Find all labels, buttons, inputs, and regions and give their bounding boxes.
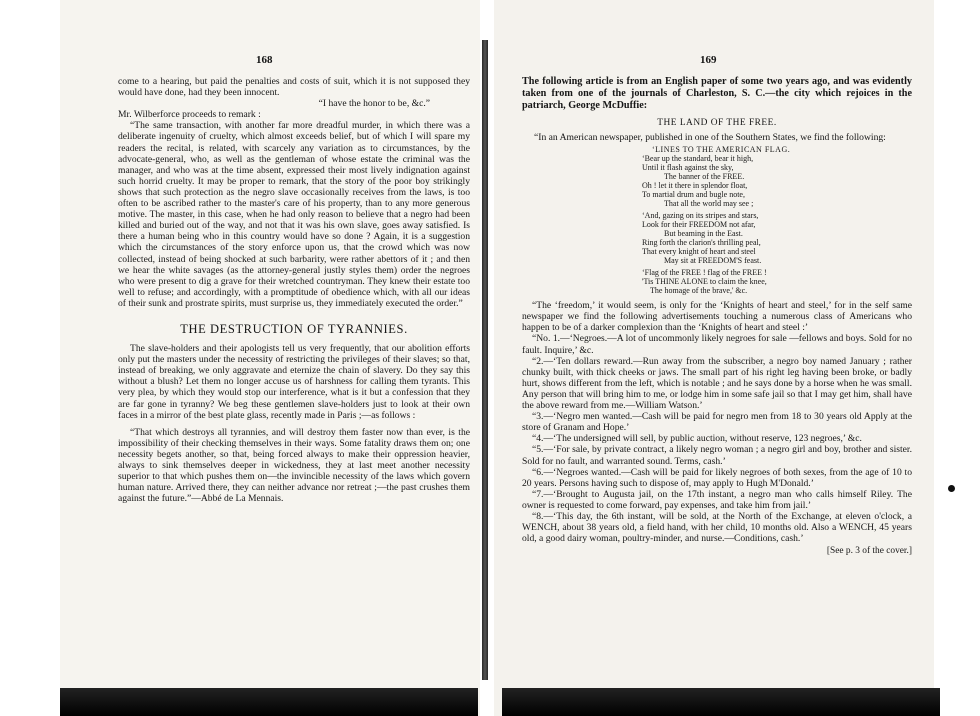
poem xyxy=(642,145,912,295)
advertisement: “4.—‘The undersigned will sell, by public auction, without reserve, 123 negroes,’ &c. xyxy=(532,433,862,445)
poem-line: That all the world may see ; xyxy=(664,199,754,209)
left-column xyxy=(118,76,470,504)
page-number-left: 168 xyxy=(256,54,273,66)
scan-mark xyxy=(948,485,955,492)
poem-line: Ring forth the clarion's thrilling peal, xyxy=(642,238,761,248)
poem-line: That every knight of heart and steel xyxy=(642,247,756,257)
poem-line: May sit at FREEDOM'S feast. xyxy=(664,256,762,266)
poem-stanza xyxy=(642,268,912,295)
advertisement: “8.—‘This day, the 6th instant, will be sold, at the North of the Exchange, at eleven o'clock, a WENCH, about 38 years old, a field hand, with her child, 10 months old. Also a WENCH, 45 years old, a good dairy woman, poultry-minder, and nurse.—Conditions, cash.’ xyxy=(522,510,912,545)
paragraph: “The same transaction, with another far more dreadful murder, in which there was a deliberate ingenuity of cruelty, which almost exceeds belief, but of which I will spare my readers the recital, is related, with scarcely any variation as to circumstances, by the advocate-general, who, as well as the gentleman of whose estate the criminal was the manager, and who was at the time absent, expressed their most lively indignation against such horrid cruelty. It may be proper to remark, that the story of the poor boy strikingly shows that such protection as the negro slave occasionally receives from the laws, is too often to be ascribed rather to the master's care of his property, than to any more generous motive. The master, in this case, when he had only reason to believe that a negro had been killed and buried out of the way, and not that it was his own slave, goes away satisfied. Is there a human being who in this country would have so done ? Again, it is a suggestion which the circumstances of the story enforce upon us, that the crowd which was now collected, instead of being shocked at such barbarity, were rather abettors of it ; and then we hear the white savages (as the attorney-general justly styles them) order the negroes who were present to dig a grave for their wretched countryman. They knew their estate too well to refuse; and accordingly, with a promptitude of obedience which, with all our ideas of their sunk and prostrate spirits, must surprise us, they immediately executed the order.” xyxy=(118,120,470,309)
advertisement: “7.—‘Brought to Augusta jail, on the 17th instant, a negro man who calls himself Riley. The owner is requested to come forward, pay expenses, and take him from jail.’ xyxy=(522,488,912,511)
poem-line: ‘Flag of the FREE ! flag of the FREE ! xyxy=(642,268,767,278)
poem-line: But beaming in the East. xyxy=(664,229,743,239)
advertisement: “6.—‘Negroes wanted.—Cash will be paid for likely negroes of both sexes, from the age of 10 to 20 years. Persons having such to dispose of, may apply to Hugh M'Donald.’ xyxy=(522,466,912,489)
poem-stanza xyxy=(642,154,912,208)
page-number-right: 169 xyxy=(700,54,717,66)
paragraph: “The ‘freedom,’ it would seem, is only for the ‘Knights of heart and steel,’ for in the self same newspaper we find the following advertisements touching a numerous class of Americans who happen to be of a darker complexion than the ‘Knights of heart and steel :’ xyxy=(522,300,912,334)
advertisement: “5.—‘For sale, by private contract, a likely negro woman ; a negro girl and boy, brother and sister. Sold for no fault, and warranted sound. Terms, cash.’ xyxy=(522,444,912,467)
poem-line: Until it flash against the sky, xyxy=(642,163,734,173)
section-heading: THE DESTRUCTION OF TYRANNIES. xyxy=(180,321,408,336)
section-heading: THE LAND OF THE FREE. xyxy=(657,118,777,128)
poem-line: To martial drum and bugle note, xyxy=(642,190,745,200)
scan-edge-left xyxy=(60,688,478,716)
paragraph: Mr. Wilberforce proceeds to remark : xyxy=(118,109,261,121)
advertisements xyxy=(522,300,912,544)
poem-line: ‘Bear up the standard, bear it high, xyxy=(642,154,754,164)
poem-line: 'Tis THINE ALONE to claim the knee, xyxy=(642,277,767,287)
paragraph: The slave-holders and their apologists tell us very frequently, that our abolition efforts only put the masters under the necessity of restricting the privileges of their slaves; so that, instead of breaking, we only aggravate and eternize the chain of slavery. Do they say this without a blush? Let them no longer accuse us of harshness for calling them tyrants. This very plea, by which they would stop our interference, what is it but a confession that they are far gone in tyranny? We beg these gentlemen slave-holders just to look at their own faces in a mirror of the best plate glass, recently made in Paris ;—as follows : xyxy=(118,343,470,421)
poem-line: The homage of the brave,' &c. xyxy=(650,286,748,296)
right-page xyxy=(494,0,934,716)
cover-reference: [See p. 3 of the cover.] xyxy=(826,546,912,557)
left-page xyxy=(60,0,480,716)
advertisement: “No. 1.—‘Negroes.—A lot of uncommonly likely negroes for sale —fellows and boys. Sold for no fault. Inquire,’ &c. xyxy=(522,333,912,356)
poem-title: ‘LINES TO THE AMERICAN FLAG. xyxy=(652,145,791,155)
scan-edge-right xyxy=(502,688,940,716)
paragraph: “That which destroys all tyrannies, and will destroy them faster now than ever, is the impossibility of their checking themselves in their ways. Some fatality draws them on; one necessity begets another, so that, being forced always to make their oppression heavier, always to sink themselves deeper in wickedness, they at last meet another necessity superior to that which pushes them on—the invincible necessity of the laws which govern human nature. Arrived there, they can neither advance nor retreat ;—the past crushes them against the future.”—Abbé de La Mennais. xyxy=(118,426,470,505)
poem-line: The banner of the FREE. xyxy=(664,172,745,182)
poem-line: Look for their FREEDOM not afar, xyxy=(642,220,756,230)
paragraph: come to a hearing, but paid the penalties and costs of suit, which it is not supposed they would have done, had they been innocent. xyxy=(118,76,470,99)
poem-stanza xyxy=(642,211,912,265)
advertisement: “2.—‘Ten dollars reward.—Run away from the subscriber, a negro boy named January ; rather chunky built, with thick cheeks or jaws. The small part of his right leg having been broke, or badly hurt, shows different from the left, which is notable ; and he says done by a horse when he was small. Any person that will bring him to me, or lodge him in some safe jail so that I may get him, shall have the above reward from me.—William Watson.’ xyxy=(522,355,912,412)
gutter-divider xyxy=(482,40,488,680)
poem-line: ‘And, gazing on its stripes and stars, xyxy=(642,211,759,221)
advertisement: “3.—‘Negro men wanted.—Cash will be paid for negro men from 18 to 30 years old Apply at the store of Granam and Hope.’ xyxy=(522,411,912,434)
right-column xyxy=(522,76,912,557)
poem-line: Oh ! let it there in splendor float, xyxy=(642,181,748,191)
intro-paragraph: The following article is from an English paper of some two years ago, and was evidently taken from one of the journals of Charleston, S. C.—the city which rejoices in the patriarch, George McDuffie: xyxy=(522,76,912,111)
paragraph: “In an American newspaper, published in one of the Southern States, we find the following: xyxy=(534,132,886,144)
paragraph: “I have the honor to be, &c.” xyxy=(318,98,430,110)
